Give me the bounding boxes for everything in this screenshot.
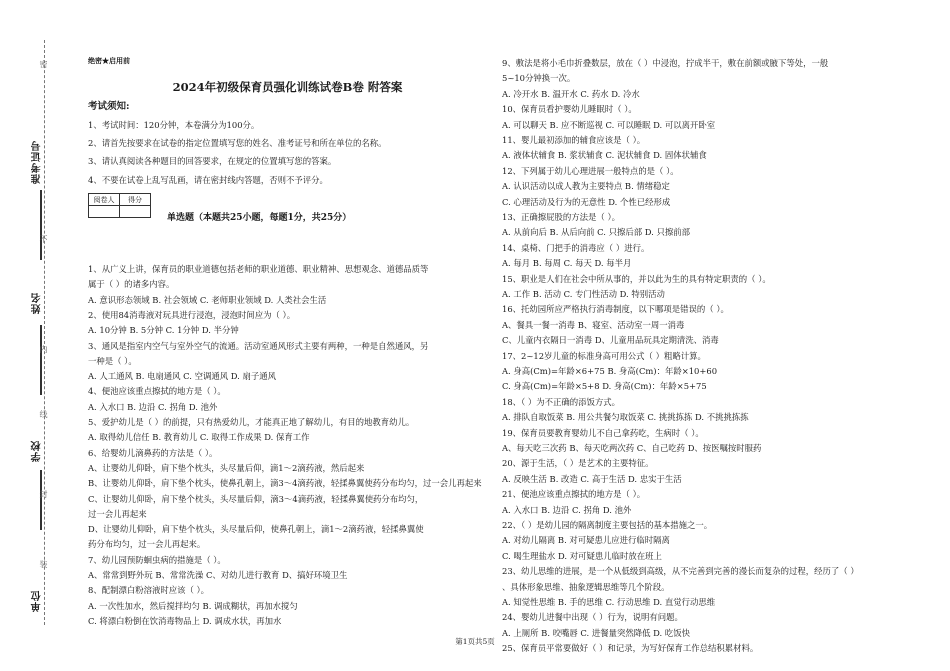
reviewer-blank bbox=[89, 206, 120, 218]
section-heading: 单选题（本题共25小题，每题1分，共25分） bbox=[167, 213, 352, 223]
question-line: 7、幼儿园预防蛔虫病的措施是（ ）。 bbox=[88, 554, 226, 565]
question-line: A. 从前向后 B. 从后向前 C. 只擦后部 D. 只擦前部 bbox=[502, 227, 691, 238]
cut-mark: 封 bbox=[39, 490, 48, 498]
notice-item: 2、请首先按要求在试卷的指定位置填写您的姓名、准考证号和所在单位的名称。 bbox=[88, 138, 387, 148]
unit-label: 单位 bbox=[32, 590, 43, 612]
question-line: 过一会儿再起来 bbox=[88, 508, 147, 519]
question-line: 药分布均匀，过一会儿再起来。 bbox=[88, 539, 206, 550]
question-line: 5~10分钟换一次。 bbox=[502, 73, 576, 84]
question-line: A. 入水口 B. 边沿 C. 拐角 D. 池外 bbox=[502, 504, 632, 515]
question-line: A. 一次性加水，然后搅拌均匀 B. 调成糊状，再加水搅匀 bbox=[88, 600, 298, 611]
question-line: 10、保育员看护婴幼儿睡眠时（ ）。 bbox=[502, 104, 637, 115]
question-line: A. 知觉性思维 B. 手的思维 C. 行动思维 D. 直觉行动思维 bbox=[502, 597, 716, 607]
question-line: A. 液体状辅食 B. 浆状辅食 C. 泥状辅食 D. 固体状辅食 bbox=[502, 150, 707, 161]
cut-mark: 不 bbox=[39, 235, 48, 243]
question-line: C、让婴幼儿仰卧，肩下垫个枕头，头尽量后仰，滴3～4滴药液，轻揉鼻翼使药分布均匀， bbox=[88, 493, 424, 504]
question-line: 24、婴幼儿进餐中出现（ ）行为，说明有问题。 bbox=[502, 612, 683, 623]
notice-heading: 考试须知: bbox=[88, 101, 130, 112]
question-line: A. 工作 B. 活动 C. 专门性活动 D. 特别活动 bbox=[502, 289, 665, 299]
question-line: A. 取得幼儿信任 B. 教育幼儿 C. 取得工作成果 D. 保育工作 bbox=[88, 432, 310, 443]
question-line: A. 入水口 B. 边沿 C. 拐角 D. 池外 bbox=[88, 401, 218, 412]
question-line: A. 认识活动以成人教为主要特点 B. 情绪稳定 bbox=[502, 181, 670, 192]
question-line: 8、配制漂白粉溶液时应该（ ）。 bbox=[88, 585, 210, 596]
question-line: 15、职业是人们在社会中所从事的，并以此为生的具有特定职责的（ ）。 bbox=[502, 273, 771, 284]
exam-number-label: 准考证号 bbox=[32, 140, 43, 184]
seal-line bbox=[44, 40, 45, 625]
cut-mark: 内 bbox=[39, 345, 48, 353]
score-table bbox=[88, 193, 151, 218]
question-line: A. 意识形态领域 B. 社会领域 C. 老师职业领域 D. 人类社会生活 bbox=[88, 294, 327, 305]
question-line: A. 排队自取饭菜 B. 用公共餐匀取饭菜 C. 挑挑拣拣 D. 不挑挑拣拣 bbox=[502, 412, 749, 423]
secret-mark: 绝密★启用前 bbox=[88, 56, 130, 65]
school-blank bbox=[40, 470, 42, 530]
question-line: 16、托幼园所应严格执行消毒制度，以下哪项是错误的（ ）。 bbox=[502, 304, 729, 315]
question-line: 1、从广义上讲，保育员的职业道德包括老师的职业道德、职业精神、思想观念、道德品质等 bbox=[88, 264, 429, 274]
exam-number-blank bbox=[40, 190, 42, 260]
score-blank bbox=[120, 206, 151, 218]
question-line: 23、幼儿思维的进展，是一个从低级到高级，从不完善到完善的漫长而复杂的过程，经历了（ ） bbox=[502, 566, 859, 577]
question-line: B、让婴幼儿仰卧，肩下垫个枕头，使鼻孔朝上，滴3～4滴药液，轻揉鼻翼使药分布均匀，过一会儿再起来 bbox=[88, 478, 482, 489]
question-line: 13、正确擦屁股的方法是（ ）。 bbox=[502, 212, 620, 222]
question-line: A. 人工通风 B. 电扇通风 C. 空调通风 D. 扇子通风 bbox=[88, 371, 277, 382]
question-line: A、让婴幼儿仰卧，肩下垫个枕头，头尽量后仰，滴1～2滴药液，然后起来 bbox=[88, 462, 365, 473]
question-line: 2、使用84消毒液对玩具进行浸泡，浸泡时间应为（ ）。 bbox=[88, 309, 296, 320]
question-line: 、具体形象思维、抽象逻辑思维等几个阶段。 bbox=[502, 581, 670, 592]
question-line: A、每天吃三次药 B、每天吃两次药 C、自己吃药 D、按医嘱按时服药 bbox=[502, 443, 762, 453]
reviewer-cell: 阅卷人 bbox=[89, 194, 120, 206]
question-line: 一种是（ ）。 bbox=[88, 355, 137, 366]
question-line: 属于（ ）的诸多内容。 bbox=[88, 279, 175, 290]
question-line: 22、（ ）是幼儿园的隔离制度主要包括的基本措施之一。 bbox=[502, 520, 713, 530]
page-title: 2024年初级保育员强化训练试卷B卷 附答案 bbox=[172, 80, 403, 94]
question-line: 9、敷法是将小毛巾折叠数层，放在（ ）中浸泡，拧成半干，敷在前额或腋下等处，一般 bbox=[502, 58, 829, 68]
page-footer: 第1页共5页 bbox=[455, 637, 495, 646]
question-line: 25、保育员平常要做好（ ）和记录，为写好保育工作总结积累材料。 bbox=[502, 643, 759, 654]
question-line: D、让婴幼儿仰卧，肩下垫个枕头，头尽量后仰，使鼻孔朝上，滴1～2滴药液，轻揉鼻翼使 bbox=[88, 524, 424, 535]
question-line: 20、源于生活，（ ）是艺术的主要特征。 bbox=[502, 458, 654, 469]
question-line: 3、通风是指室内空气与室外空气的流通。活动室通风形式主要有两种，一种是自然通风，另 bbox=[88, 340, 429, 351]
notice-item: 3、请认真阅读各种题目的回答要求，在规定的位置填写您的答案。 bbox=[88, 156, 337, 166]
question-line: 6、给婴幼儿滴鼻药的方法是（ ）。 bbox=[88, 447, 218, 458]
question-line: A. 可以聊天 B. 应不断巡视 C. 可以睡眠 D. 可以离开卧室 bbox=[502, 119, 716, 130]
question-line: C. 喝生理盐水 D. 对可疑患儿临时放在班上 bbox=[502, 550, 662, 561]
question-line: 18、（ ）为不正确的添饭方式。 bbox=[502, 396, 620, 407]
school-label: 学校 bbox=[32, 440, 43, 462]
question-line: A. 上厕所 B. 咬嘴唇 C. 进餐量突然降低 D. 吃饭快 bbox=[502, 627, 691, 638]
question-line: A. 反映生活 B. 改造 C. 高于生活 D. 忠实于生活 bbox=[502, 473, 682, 484]
question-line: C. 将漂白粉倒在饮消毒物品上 D. 调成水状，再加水 bbox=[88, 615, 282, 626]
question-line: 4、便池应该重点擦拭的地方是（ ）。 bbox=[88, 386, 226, 397]
cut-mark: 密 bbox=[39, 60, 48, 68]
question-line: A. 对幼儿隔离 B. 对可疑患儿应进行临时隔离 bbox=[502, 535, 670, 546]
cut-mark: 线 bbox=[39, 410, 48, 418]
question-line: 5、爱护幼儿是（ ）的前提，只有热爱幼儿，才能真正地了解幼儿，有目的地教育幼儿。 bbox=[88, 417, 415, 427]
score-cell: 得分 bbox=[120, 194, 151, 206]
question-line: A. 每月 B. 每周 C. 每天 D. 每半月 bbox=[502, 258, 632, 269]
name-blank bbox=[40, 325, 42, 395]
question-line: A. 身高(Cm)=年龄×6+75 B. 身高(Cm)：年龄×10+60 bbox=[502, 366, 718, 376]
cut-mark: 装 bbox=[39, 560, 48, 568]
question-line: 17、2~12岁儿童的标准身高可用公式（ ）粗略计算。 bbox=[502, 350, 706, 361]
question-line: 21、便池应该重点擦拭的地方是（ ）。 bbox=[502, 489, 646, 500]
question-line: C、儿童内衣隔日一消毒 D、儿童用品玩具定期清洗、消毒 bbox=[502, 335, 719, 346]
question-line: 14、桌椅、门把手的消毒应（ ）进行。 bbox=[502, 242, 650, 253]
question-line: A. 冷开水 B. 温开水 C. 药水 D. 冷水 bbox=[502, 88, 640, 99]
question-line: A、餐具一餐一消毒 B、寝室、活动室一周一消毒 bbox=[502, 319, 685, 330]
question-line: C. 心理活动及行为的无意性 D. 个性已经形成 bbox=[502, 196, 671, 207]
question-line: 19、保育员要教育婴幼儿不自己拿药吃，生病时（ ）。 bbox=[502, 427, 704, 438]
notice-item: 1、考试时间：120分钟，本卷满分为100分。 bbox=[88, 120, 260, 130]
name-label: 姓名 bbox=[32, 292, 43, 314]
question-line: 11、婴儿最初添加的辅食应该是（ ）。 bbox=[502, 135, 646, 145]
question-line: C. 身高(Cm)=年龄×5+8 D. 身高(Cm)：年龄×5+75 bbox=[502, 381, 707, 392]
question-line: A、常常到野外玩 B、常常洗澡 C、对幼儿进行教育 D、搞好环境卫生 bbox=[88, 570, 348, 580]
binding-margin bbox=[0, 0, 72, 671]
question-line: A. 10分钟 B. 5分钟 C. 1分钟 D. 半分钟 bbox=[88, 325, 239, 336]
notice-item: 4、不要在试卷上乱写乱画，请在密封线内答题，否则不予评分。 bbox=[88, 175, 328, 185]
question-line: 12、下列属于幼儿心理进展一般特点的是（ ）。 bbox=[502, 165, 679, 176]
